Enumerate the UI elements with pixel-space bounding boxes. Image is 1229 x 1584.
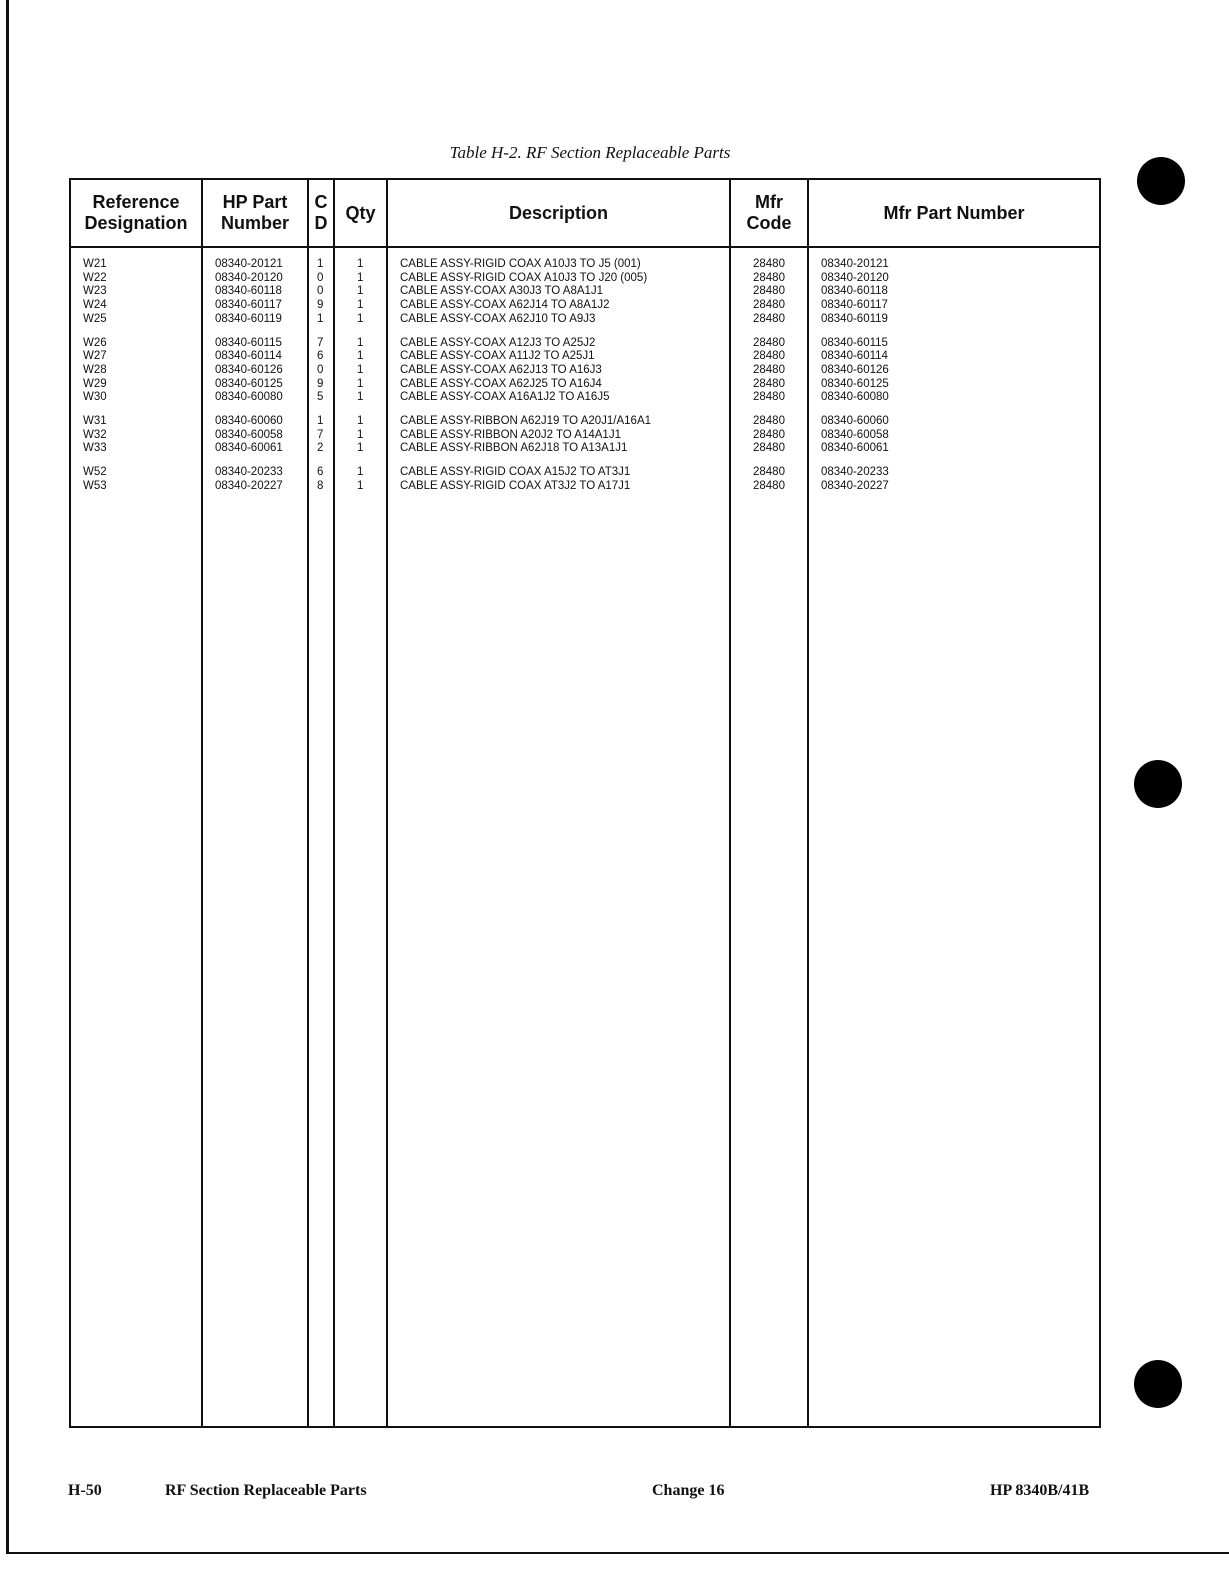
cell-mfr: 28480 (753, 363, 785, 376)
footer-page-number: H-50 (68, 1482, 102, 1499)
row-group (388, 337, 729, 406)
cell-cd: 8 (317, 479, 324, 492)
row-group (809, 258, 1099, 327)
cell-cd: 6 (317, 350, 324, 363)
cell-hp: 08340-20227 (215, 479, 283, 492)
cell-hp: 08340-20233 (215, 466, 283, 479)
cell-desc: CABLE ASSY-COAX A62J10 TO A9J3 (400, 312, 596, 325)
column-qty (334, 247, 387, 1427)
left-margin-rule (6, 0, 9, 1552)
cell-qty: 1 (357, 415, 364, 428)
header-ref-line-1: Reference (92, 192, 180, 212)
cell-desc: CABLE ASSY-RIGID COAX A10J3 TO J5 (001) (400, 258, 641, 270)
row-group (71, 337, 201, 406)
cell-ref: W29 (83, 377, 107, 390)
cell-desc: CABLE ASSY-RIBBON A20J2 TO A14A1J1 (400, 428, 621, 441)
cell-mfr: 28480 (753, 312, 785, 325)
cell-ref: W23 (83, 285, 107, 298)
cell-qty: 1 (357, 285, 364, 298)
cell-mpn: 08340-60114 (821, 350, 888, 363)
cell-cd: 2 (317, 442, 324, 455)
cell-qty: 1 (357, 377, 364, 390)
cell-qty: 1 (357, 271, 364, 284)
row-group (71, 258, 201, 327)
cell-mpn: 08340-60115 (821, 336, 888, 349)
column-hp-part-number (202, 247, 308, 1427)
cell-mfr: 28480 (753, 336, 785, 349)
cell-mpn: 08340-20121 (821, 258, 889, 270)
row-group (809, 337, 1099, 406)
header-cd-line-1: C (314, 192, 328, 212)
cell-cd: 7 (317, 336, 324, 349)
cell-mpn: 08340-60117 (821, 299, 888, 312)
cell-qty: 1 (357, 428, 364, 441)
row-group (731, 415, 807, 456)
row-group (809, 415, 1099, 456)
table-header-row (70, 179, 1100, 247)
header-ref-line-2: Designation (84, 213, 188, 233)
cell-mfr: 28480 (753, 258, 785, 270)
cell-ref: W32 (83, 428, 107, 441)
cell-cd: 7 (317, 428, 324, 441)
cell-mfr: 28480 (753, 285, 785, 298)
cell-hp: 08340-60125 (215, 377, 283, 390)
binder-hole-middle (1134, 760, 1182, 808)
header-qty: Qty (334, 179, 387, 247)
cell-mfr: 28480 (753, 479, 785, 492)
column-mfr-part-number (808, 247, 1100, 1427)
cell-ref: W25 (83, 312, 107, 325)
row-group (335, 258, 386, 327)
cell-ref: W28 (83, 363, 107, 376)
cell-mfr: 28480 (753, 442, 785, 455)
header-mfr-part-number: Mfr Part Number (808, 179, 1100, 247)
cell-qty: 1 (357, 299, 364, 312)
cell-desc: CABLE ASSY-COAX A62J13 TO A16J3 (400, 363, 602, 376)
cell-desc: CABLE ASSY-COAX A62J14 TO A8A1J2 (400, 299, 610, 312)
cell-qty: 1 (357, 312, 364, 325)
footer-section-title: RF Section Replaceable Parts (165, 1482, 367, 1499)
cell-hp: 08340-60126 (215, 363, 283, 376)
row-group (71, 466, 201, 493)
row-group (203, 258, 307, 327)
cell-ref: W22 (83, 271, 107, 284)
column-reference-designation (70, 247, 202, 1427)
header-description: Description (387, 179, 730, 247)
cell-cd: 5 (317, 391, 324, 404)
footer-model: HP 8340B/41B (990, 1482, 1090, 1499)
binder-hole-top (1137, 157, 1185, 205)
cell-hp: 08340-60060 (215, 415, 283, 428)
cell-hp: 08340-60115 (215, 336, 282, 349)
cell-ref: W30 (83, 391, 107, 404)
cell-hp: 08340-60117 (215, 299, 282, 312)
cell-ref: W24 (83, 299, 107, 312)
cell-mpn: 08340-20120 (821, 271, 889, 284)
cell-desc: CABLE ASSY-RIBBON A62J18 TO A13A1J1 (400, 442, 628, 455)
column-description (387, 247, 730, 1427)
row-group (731, 337, 807, 406)
cell-desc: CABLE ASSY-COAX A11J2 TO A25J1 (400, 350, 595, 363)
row-group (731, 466, 807, 493)
cell-mpn: 08340-60125 (821, 377, 889, 390)
cell-cd: 0 (317, 271, 324, 284)
cell-desc: CABLE ASSY-COAX A16A1J2 TO A16J5 (400, 391, 610, 404)
cell-ref: W21 (83, 258, 107, 270)
cell-mpn: 08340-20233 (821, 466, 889, 479)
cell-qty: 1 (357, 466, 364, 479)
cell-desc: CABLE ASSY-RIBBON A62J19 TO A20J1/A16A1 (400, 415, 652, 428)
row-group (388, 258, 729, 327)
cell-mpn: 08340-20227 (821, 479, 889, 492)
cell-qty: 1 (357, 350, 364, 363)
cell-desc: CABLE ASSY-RIGID COAX A10J3 TO J20 (005) (400, 271, 648, 284)
cell-qty: 1 (357, 442, 364, 455)
row-group (203, 415, 307, 456)
cell-qty: 1 (357, 258, 364, 270)
header-mfr-code (730, 179, 808, 247)
header-reference-designation (70, 179, 202, 247)
row-group (309, 337, 333, 406)
cell-cd: 0 (317, 363, 324, 376)
footer-change-number: Change 16 (652, 1482, 725, 1499)
row-group (731, 258, 807, 327)
cell-mfr: 28480 (753, 415, 785, 428)
cell-mfr: 28480 (753, 271, 785, 284)
cell-hp: 08340-60080 (215, 391, 283, 404)
cell-hp: 08340-20121 (215, 258, 283, 270)
cell-mpn: 08340-60061 (821, 442, 889, 455)
cell-cd: 1 (317, 415, 324, 428)
cell-cd: 9 (317, 299, 324, 312)
row-group (388, 466, 729, 493)
cell-hp: 08340-60061 (215, 442, 283, 455)
cell-cd: 1 (317, 258, 324, 270)
cell-cd: 6 (317, 466, 324, 479)
cell-desc: CABLE ASSY-COAX A62J25 TO A16J4 (400, 377, 602, 390)
parts-table (69, 178, 1101, 1428)
cell-hp: 08340-60114 (215, 350, 282, 363)
row-group (309, 258, 333, 327)
cell-ref: W27 (83, 350, 107, 363)
cell-cd: 1 (317, 312, 324, 325)
cell-ref: W52 (83, 466, 107, 479)
cell-mfr: 28480 (753, 377, 785, 390)
row-group (203, 337, 307, 406)
cell-mpn: 08340-60126 (821, 363, 889, 376)
header-hp-line-1: HP Part (222, 192, 288, 212)
cell-mfr: 28480 (753, 466, 785, 479)
cell-mpn: 08340-60060 (821, 415, 889, 428)
cell-cd: 9 (317, 377, 324, 390)
bottom-margin-rule (6, 1552, 1229, 1554)
header-check-digit (308, 179, 334, 247)
row-group (71, 415, 201, 456)
cell-ref: W53 (83, 479, 107, 492)
cell-qty: 1 (357, 479, 364, 492)
row-group (388, 415, 729, 456)
cell-qty: 1 (357, 391, 364, 404)
header-mfr-line-2: Code (746, 213, 792, 233)
cell-mfr: 28480 (753, 350, 785, 363)
table-title: Table H-2. RF Section Replaceable Parts (449, 143, 731, 162)
column-mfr-code (730, 247, 808, 1427)
row-group (335, 415, 386, 456)
table-body-row (70, 247, 1100, 1427)
cell-mfr: 28480 (753, 428, 785, 441)
row-group (335, 466, 386, 493)
cell-hp: 08340-60058 (215, 428, 283, 441)
cell-ref: W33 (83, 442, 107, 455)
cell-mfr: 28480 (753, 391, 785, 404)
header-hp-line-2: Number (220, 213, 289, 233)
row-group (335, 337, 386, 406)
cell-desc: CABLE ASSY-RIGID COAX AT3J2 TO A17J1 (400, 479, 631, 492)
column-check-digit (308, 247, 334, 1427)
cell-mpn: 08340-60119 (821, 312, 888, 325)
cell-hp: 08340-20120 (215, 271, 283, 284)
cell-mpn: 08340-60118 (821, 285, 888, 298)
cell-desc: CABLE ASSY-RIGID COAX A15J2 TO AT3J1 (400, 466, 631, 479)
binder-hole-bottom (1134, 1360, 1182, 1408)
row-group (309, 415, 333, 456)
header-hp-part-number (202, 179, 308, 247)
cell-cd: 0 (317, 285, 324, 298)
cell-qty: 1 (357, 336, 364, 349)
cell-ref: W31 (83, 415, 107, 428)
cell-ref: W26 (83, 336, 107, 349)
row-group (203, 466, 307, 493)
row-group (309, 466, 333, 493)
cell-desc: CABLE ASSY-COAX A30J3 TO A8A1J1 (400, 285, 604, 298)
cell-desc: CABLE ASSY-COAX A12J3 TO A25J2 (400, 336, 596, 349)
row-group (809, 466, 1099, 493)
header-cd-line-2: D (314, 213, 328, 233)
cell-mpn: 08340-60058 (821, 428, 889, 441)
cell-mpn: 08340-60080 (821, 391, 889, 404)
cell-mfr: 28480 (753, 299, 785, 312)
cell-qty: 1 (357, 363, 364, 376)
header-mfr-line-1: Mfr (755, 192, 783, 212)
cell-hp: 08340-60118 (215, 285, 282, 298)
cell-hp: 08340-60119 (215, 312, 282, 325)
